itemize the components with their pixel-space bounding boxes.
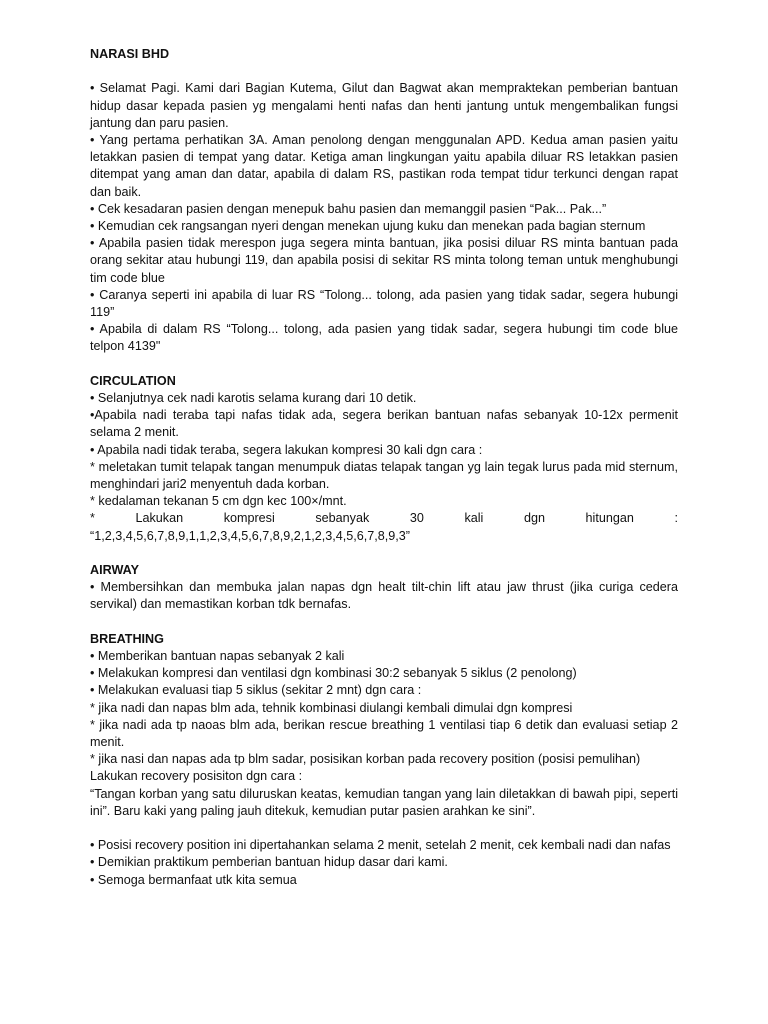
- airway-line: • Membersihkan dan membuka jalan napas dgn healt tilt-chin lift atau jaw thrust (jika curiga cedera servikal) dan memastikan korban tdk bernafas.: [90, 580, 678, 612]
- intro-paragraph: • Kemudian cek rangsangan nyeri dengan menekan ujung kuku dan menekan pada bagian sternum: [90, 219, 646, 234]
- circulation-line: • Selanjutnya cek nadi karotis selama kurang dari 10 detik.: [90, 391, 417, 406]
- spacer: [90, 614, 678, 631]
- spread-word: Lakukan: [135, 511, 184, 526]
- breathing-line: * jika nasi dan napas ada tp blm sadar, posisikan korban pada recovery position (posisi pemulihan): [90, 752, 641, 767]
- breathing-line: • Melakukan kompresi dan ventilasi dgn kombinasi 30:2 sebanyak 5 siklus (2 penolong): [90, 666, 577, 681]
- intro-paragraph: • Yang pertama perhatikan 3A. Aman penolong dengan menggunalan APD. Kedua aman pasien yaitu letakkan pasien di tempat yang datar. Ketiga aman lingkungan yaitu apabila diluar RS letakkan pasien ditempat yang aman dan datar, apabila di dalam RS, pastikan roda tempat tidur terkunci dengan rapat dan baik.: [90, 133, 678, 199]
- spread-word: dgn: [523, 511, 545, 526]
- intro-paragraph: • Cek kesadaran pasien dengan menepuk bahu pasien dan memanggil pasien “Pak... Pak...”: [90, 201, 607, 216]
- closing-line: • Demikian praktikum pemberian bantuan hidup dasar dari kami.: [90, 855, 448, 870]
- intro-paragraph: • Apabila pasien tidak merespon juga segera minta bantuan, jika posisi diluar RS minta bantuan pada orang sekitar atau hubungi 119, dan apabila posisi di sekitar RS minta tolong teman untuk menghubungi tim code blue: [90, 236, 678, 285]
- circulation-line: • Apabila nadi tidak teraba, segera lakukan kompresi 30 kali dgn cara :: [90, 442, 483, 457]
- spread-word: kompresi: [223, 511, 275, 526]
- closing-line: • Posisi recovery position ini dipertahankan selama 2 menit, setelah 2 menit, cek kembali nadi dan nafas: [90, 838, 671, 853]
- spacer: [90, 356, 678, 373]
- closing-line: • Semoga bermanfaat utk kita semua: [90, 872, 297, 887]
- spacer: [90, 820, 678, 837]
- section-heading-airway: AIRWAY: [90, 563, 139, 578]
- spread-word: kali: [464, 511, 484, 526]
- closing-section: [90, 837, 678, 889]
- spread-word: sebanyak: [315, 511, 370, 526]
- intro-paragraph: • Selamat Pagi. Kami dari Bagian Kutema, Gilut dan Bagwat akan mempraktekan pemberian bantuan hidup dasar kepada pasien yg mengalami henti nafas dan henti jantung untuk mengembalikan fungsi jantung dan paru pasien.: [90, 81, 678, 130]
- breathing-line: “Tangan korban yang satu diluruskan keatas, kemudian tangan yang lain diletakkan di bawah pipi, seperti ini”. Baru kaki yang paling jauh ditekuk, kemudian putar pasien arahkan ke sini”.: [90, 786, 678, 818]
- spacer: [90, 545, 678, 562]
- spread-word: 30: [409, 511, 424, 526]
- circulation-line: •Apabila nadi teraba tapi nafas tidak ada, segera berikan bantuan nafas sebanyak 10-12x permenit selama 2 menit.: [90, 408, 678, 440]
- section-heading-circulation: CIRCULATION: [90, 373, 176, 388]
- breathing-section: [90, 631, 678, 820]
- breathing-line: • Memberikan bantuan napas sebanyak 2 kali: [90, 649, 345, 664]
- breathing-line: * jika nadi ada tp naoas blm ada, berikan rescue breathing 1 ventilasi tiap 6 detik dan evaluasi setiap 2 menit.: [90, 717, 678, 750]
- circulation-line: * kedalaman tekanan 5 cm dgn kec 100×/mnt.: [90, 494, 347, 509]
- circulation-line: * meletakan tumit telapak tangan menumpuk diatas telapak tangan yg lain tegak lurus pada mid sternum, menghindari jari2 menyentuh dada korban.: [90, 459, 678, 492]
- spread-word: :: [674, 511, 678, 526]
- spacer: [90, 63, 678, 80]
- section-heading-breathing: BREATHING: [90, 631, 164, 646]
- spread-word: hitungan: [585, 511, 634, 526]
- compression-sequence: “1,2,3,4,5,6,7,8,9,1,1,2,3,4,5,6,7,8,9,2,1,2,3,4,5,6,7,8,9,3”: [90, 528, 410, 543]
- intro-paragraph: • Caranya seperti ini apabila di luar RS “Tolong... tolong, ada pasien yang tidak sadar, segera hubungi 119”: [90, 287, 678, 320]
- circulation-section: [90, 373, 678, 545]
- compression-instruction: [90, 510, 678, 527]
- breathing-line: Lakukan recovery posisiton dgn cara :: [90, 769, 303, 784]
- breathing-line: * jika nadi dan napas blm ada, tehnik kombinasi diulangi kembali dimulai dgn kompresi: [90, 700, 573, 715]
- intro-section: [90, 80, 678, 355]
- breathing-line: • Melakukan evaluasi tiap 5 siklus (sekitar 2 mnt) dgn cara :: [90, 683, 422, 698]
- airway-section: [90, 562, 678, 614]
- intro-paragraph: • Apabila di dalam RS “Tolong... tolong, ada pasien yang tidak sadar, segera hubungi tim code blue telpon 4139": [90, 322, 678, 354]
- spread-word: *: [90, 511, 95, 526]
- document-title: NARASI BHD: [90, 47, 170, 61]
